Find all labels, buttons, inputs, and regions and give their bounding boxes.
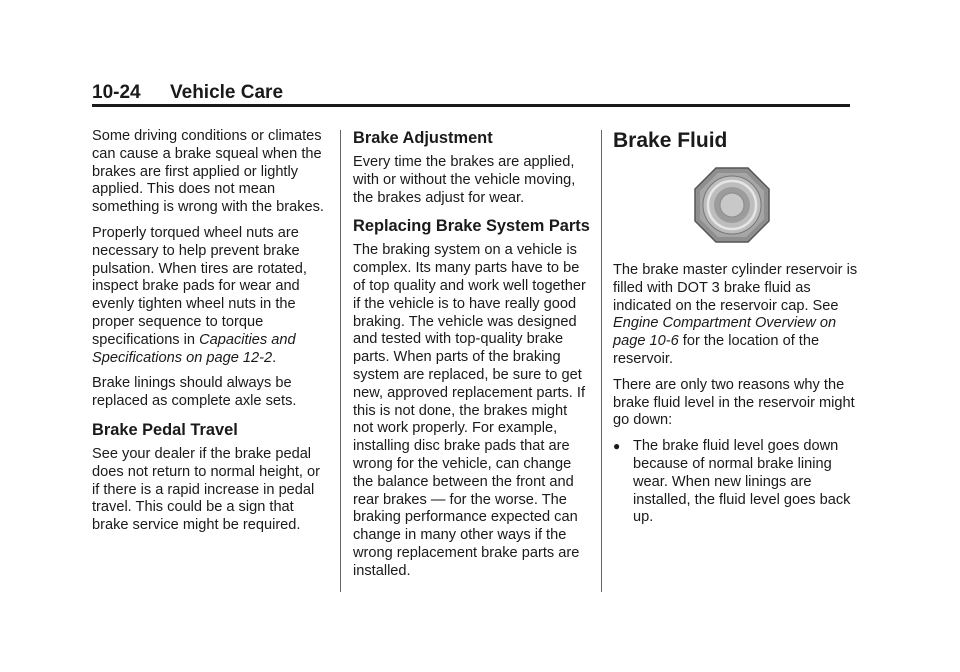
page-header <box>92 82 850 106</box>
paragraph-brake-linings: Brake linings should always be replaced as complete axle sets. <box>92 375 297 410</box>
cross-reference-link[interactable]: Engine Compartment Overview on page 10-6 <box>613 315 837 350</box>
column-divider <box>340 130 341 592</box>
section-title: Vehicle Care <box>170 82 284 103</box>
heading-brake-fluid: Brake Fluid <box>613 129 728 152</box>
list-item <box>613 438 859 527</box>
paragraph-text: for the location of the reservoir. <box>613 333 820 367</box>
column-middle <box>353 128 591 589</box>
paragraph-master-cylinder <box>613 262 859 369</box>
heading-brake-adjustment: Brake Adjustment <box>353 129 493 147</box>
column-right <box>613 128 859 527</box>
paragraph-brake-adjustment: Every time the brakes are applied, with or without the vehicle moving, the brakes adjust for wear. <box>353 154 576 206</box>
paragraph-wheel-nuts <box>92 225 328 367</box>
brake-fluid-cap-image <box>613 166 859 244</box>
brake-fluid-cap-icon <box>693 166 771 244</box>
list-item-text: The brake fluid level goes down because of normal brake lining wear. When new linings are installed, the fluid level goes back up. <box>633 438 851 526</box>
column-left <box>92 128 328 543</box>
paragraph-replacing-parts: The braking system on a vehicle is complex. Its many parts have to be of top quality and work well together if the vehicle is to have really good braking. The vehicle was designed and tested with top-quality brake parts. When parts of the braking system are replaced, be sure to get new, approved replacement parts. If this is not done, the brakes might not work properly. For example, installing disc brake pads that are wrong for the vehicle, can change the balance between the front and rear brakes — for the worse. The braking performance expected can change in many other ways if the wrong replacement brake parts are installed. <box>353 242 586 579</box>
paragraph-text: The brake master cylinder reservoir is filled with DOT 3 brake fluid as indicated on the reservoir cap. See <box>613 262 858 314</box>
heading-replacing-parts: Replacing Brake System Parts <box>353 217 590 236</box>
paragraph-brake-squeal: Some driving conditions or climates can cause a brake squeal when the brakes are first applied or lightly applied. This does not mean something is wrong with the brakes. <box>92 128 324 216</box>
paragraph-pedal-travel: See your dealer if the brake pedal does not return to normal height, or if there is a rapid increase in pedal travel. This could be a sign that brake service might be required. <box>92 445 320 534</box>
bullet-icon: ● <box>613 439 621 454</box>
paragraph-text: Properly torqued wheel nuts are necessary to help prevent brake pulsation. When tires are rotated, inspect brake pads for wear and evenly tighten wheel nuts in the proper sequence to torque specifications in <box>92 224 307 348</box>
column-divider <box>601 130 602 592</box>
paragraph-two-reasons: There are only two reasons why the brake fluid level in the reservoir might go down: <box>613 376 855 429</box>
heading-brake-pedal-travel: Brake Pedal Travel <box>92 420 238 439</box>
page-number: 10-24 <box>92 82 141 103</box>
cross-reference-link[interactable]: Capacities and Specifications on page 12-2 <box>92 331 296 366</box>
header-rule <box>92 104 850 107</box>
paragraph-text: . <box>272 349 277 366</box>
